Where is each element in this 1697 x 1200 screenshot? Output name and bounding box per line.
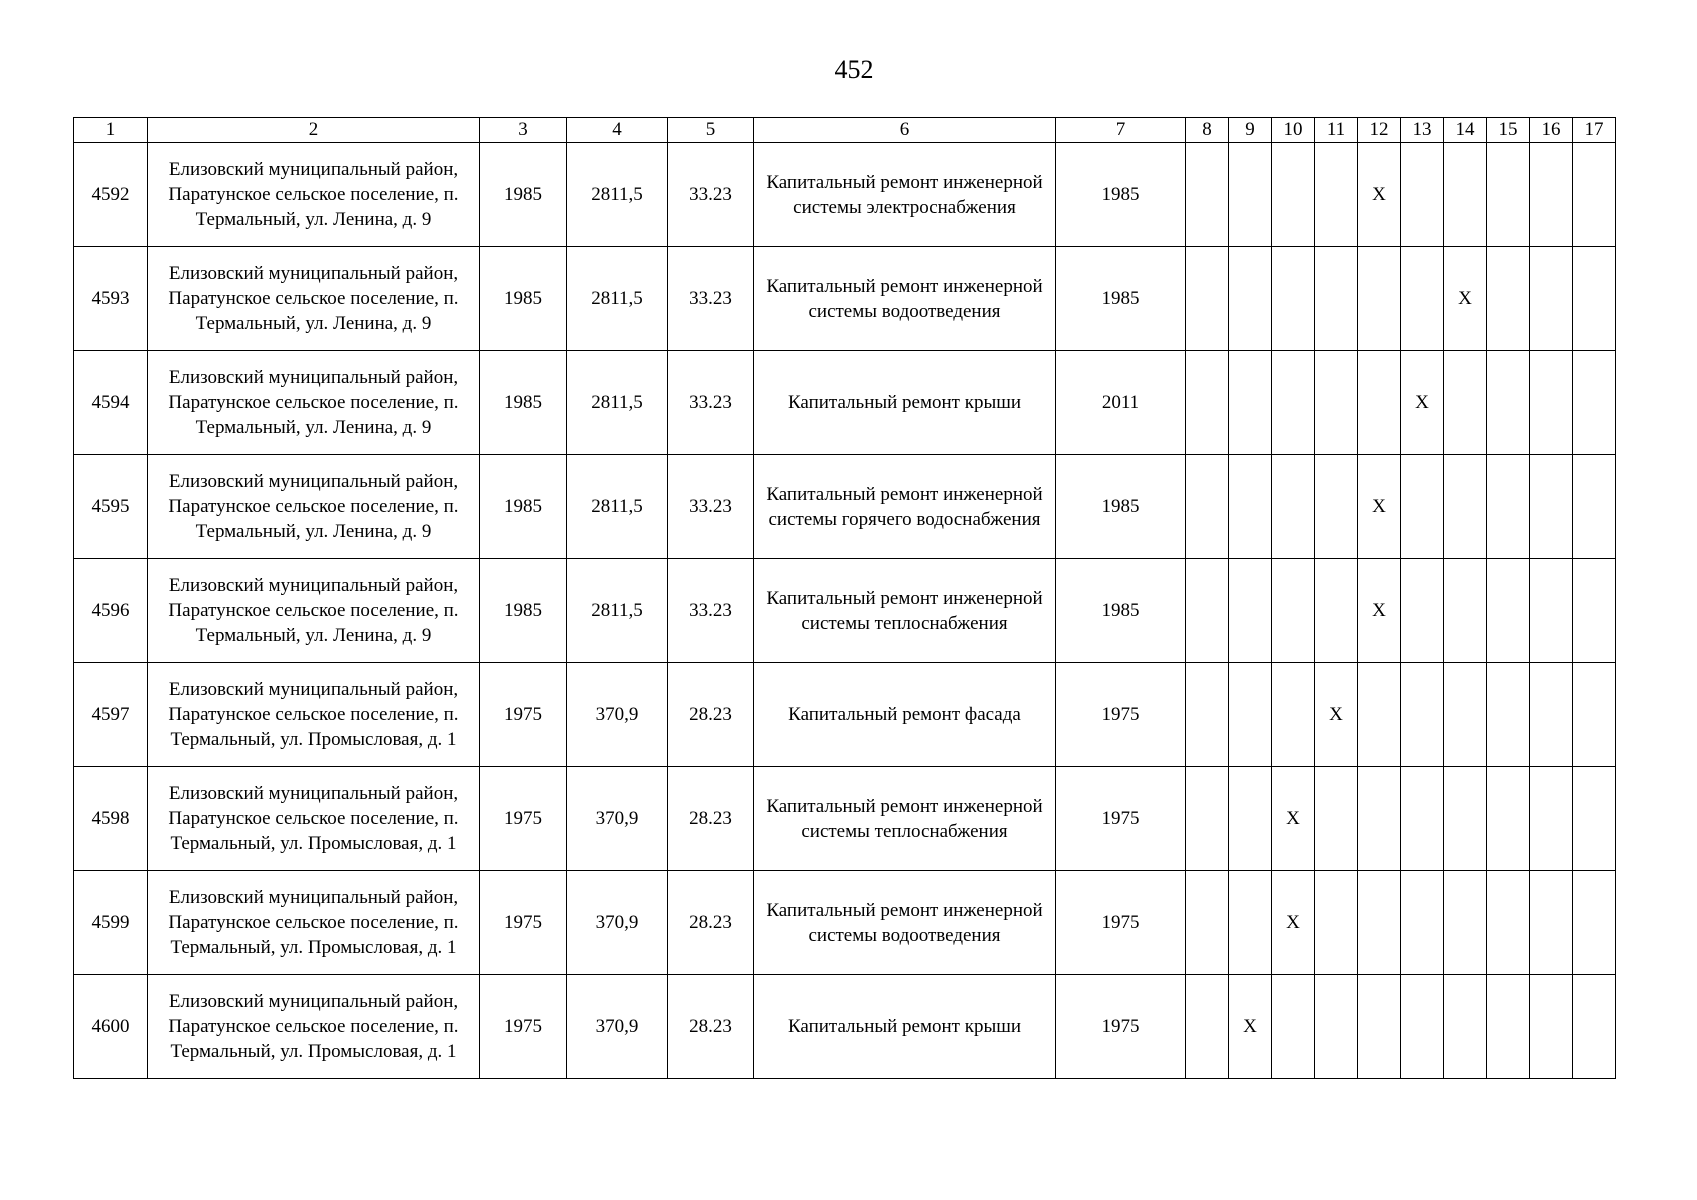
period-cell-17 (1573, 455, 1616, 559)
column-number-cell: 6 (754, 118, 1056, 143)
year-built-cell: 1985 (480, 247, 567, 351)
year-built-cell: 1975 (480, 871, 567, 975)
period-cell-16 (1530, 247, 1573, 351)
year-built-cell: 1985 (480, 455, 567, 559)
row-number-cell: 4598 (74, 767, 148, 871)
last-repair-year-cell: 1985 (1056, 559, 1186, 663)
period-cell-15 (1487, 143, 1530, 247)
period-cell-17 (1573, 767, 1616, 871)
column-number-cell: 17 (1573, 118, 1616, 143)
period-cell-9 (1229, 143, 1272, 247)
last-repair-year-cell: 1975 (1056, 663, 1186, 767)
period-cell-14 (1444, 871, 1487, 975)
period-cell-12 (1358, 247, 1401, 351)
period-cell-10 (1272, 559, 1315, 663)
period-cell-16 (1530, 767, 1573, 871)
table-row (74, 767, 1616, 871)
address-cell: Елизовский муниципальный район, Паратунское сельское поселение, п. Термальный, ул. Промысловая, д. 1 (148, 663, 480, 767)
work-type-cell: Капитальный ремонт крыши (754, 975, 1056, 1079)
period-cell-9 (1229, 663, 1272, 767)
period-cell-16 (1530, 663, 1573, 767)
period-cell-8 (1186, 871, 1229, 975)
code-cell: 28.23 (668, 767, 754, 871)
period-cell-15 (1487, 663, 1530, 767)
address-cell: Елизовский муниципальный район, Паратунское сельское поселение, п. Термальный, ул. Ленина, д. 9 (148, 351, 480, 455)
area-cell: 2811,5 (567, 143, 668, 247)
period-cell-11 (1315, 247, 1358, 351)
row-number-cell: 4600 (74, 975, 148, 1079)
period-cell-10 (1272, 455, 1315, 559)
work-type-cell: Капитальный ремонт инженерной системы водоотведения (754, 247, 1056, 351)
area-cell: 2811,5 (567, 247, 668, 351)
column-number-cell: 16 (1530, 118, 1573, 143)
code-cell: 28.23 (668, 975, 754, 1079)
code-cell: 33.23 (668, 143, 754, 247)
column-number-cell: 9 (1229, 118, 1272, 143)
period-cell-16 (1530, 455, 1573, 559)
period-cell-15 (1487, 247, 1530, 351)
work-type-cell: Капитальный ремонт фасада (754, 663, 1056, 767)
period-cell-12 (1358, 663, 1401, 767)
period-cell-12 (1358, 351, 1401, 455)
period-cell-11 (1315, 871, 1358, 975)
period-cell-15 (1487, 975, 1530, 1079)
period-cell-8 (1186, 559, 1229, 663)
last-repair-year-cell: 1985 (1056, 247, 1186, 351)
period-cell-8 (1186, 247, 1229, 351)
period-cell-17 (1573, 351, 1616, 455)
row-number-cell: 4592 (74, 143, 148, 247)
year-built-cell: 1985 (480, 351, 567, 455)
address-cell: Елизовский муниципальный район, Паратунское сельское поселение, п. Термальный, ул. Ленина, д. 9 (148, 559, 480, 663)
work-type-cell: Капитальный ремонт крыши (754, 351, 1056, 455)
table-row (74, 143, 1616, 247)
period-cell-9 (1229, 767, 1272, 871)
table-row (74, 663, 1616, 767)
period-cell-11 (1315, 143, 1358, 247)
area-cell: 370,9 (567, 975, 668, 1079)
period-cell-13 (1401, 455, 1444, 559)
period-cell-8 (1186, 975, 1229, 1079)
period-cell-14 (1444, 663, 1487, 767)
period-cell-10 (1272, 247, 1315, 351)
column-number-cell: 8 (1186, 118, 1229, 143)
column-number-cell: 10 (1272, 118, 1315, 143)
period-cell-17 (1573, 663, 1616, 767)
address-cell: Елизовский муниципальный район, Паратунское сельское поселение, п. Термальный, ул. Промысловая, д. 1 (148, 767, 480, 871)
period-cell-17 (1573, 559, 1616, 663)
code-cell: 28.23 (668, 871, 754, 975)
period-cell-14 (1444, 767, 1487, 871)
period-cell-10 (1272, 975, 1315, 1079)
period-cell-11 (1315, 975, 1358, 1079)
period-cell-9 (1229, 247, 1272, 351)
year-built-cell: 1975 (480, 767, 567, 871)
period-cell-13 (1401, 767, 1444, 871)
period-cell-11 (1315, 351, 1358, 455)
row-number-cell: 4596 (74, 559, 148, 663)
area-cell: 2811,5 (567, 455, 668, 559)
code-cell: 33.23 (668, 351, 754, 455)
table-body (74, 118, 1616, 1079)
period-cell-9 (1229, 871, 1272, 975)
year-built-cell: 1975 (480, 663, 567, 767)
last-repair-year-cell: 1975 (1056, 767, 1186, 871)
period-cell-15 (1487, 455, 1530, 559)
last-repair-year-cell: 1975 (1056, 975, 1186, 1079)
period-cell-8 (1186, 767, 1229, 871)
address-cell: Елизовский муниципальный район, Паратунское сельское поселение, п. Термальный, ул. Ленина, д. 9 (148, 143, 480, 247)
period-cell-15 (1487, 559, 1530, 663)
period-mark: X (1315, 663, 1358, 767)
row-number-cell: 4595 (74, 455, 148, 559)
area-cell: 370,9 (567, 663, 668, 767)
period-cell-12 (1358, 871, 1401, 975)
period-cell-16 (1530, 559, 1573, 663)
period-mark: X (1358, 143, 1401, 247)
period-cell-10 (1272, 351, 1315, 455)
period-cell-16 (1530, 351, 1573, 455)
area-cell: 2811,5 (567, 559, 668, 663)
period-cell-8 (1186, 351, 1229, 455)
table-row (74, 871, 1616, 975)
column-number-cell: 15 (1487, 118, 1530, 143)
period-cell-16 (1530, 143, 1573, 247)
period-mark: X (1401, 351, 1444, 455)
period-cell-13 (1401, 663, 1444, 767)
period-cell-10 (1272, 663, 1315, 767)
period-cell-11 (1315, 559, 1358, 663)
row-number-cell: 4597 (74, 663, 148, 767)
page-number: 452 (834, 55, 874, 84)
period-cell-12 (1358, 975, 1401, 1079)
period-cell-8 (1186, 663, 1229, 767)
period-cell-13 (1401, 559, 1444, 663)
work-type-cell: Капитальный ремонт инженерной системы водоотведения (754, 871, 1056, 975)
period-cell-8 (1186, 143, 1229, 247)
period-cell-14 (1444, 351, 1487, 455)
row-number-cell: 4599 (74, 871, 148, 975)
period-cell-15 (1487, 767, 1530, 871)
period-cell-9 (1229, 455, 1272, 559)
area-cell: 370,9 (567, 871, 668, 975)
period-cell-14 (1444, 975, 1487, 1079)
column-number-cell: 12 (1358, 118, 1401, 143)
column-number-cell: 3 (480, 118, 567, 143)
column-number-cell: 5 (668, 118, 754, 143)
code-cell: 28.23 (668, 663, 754, 767)
table-row (74, 247, 1616, 351)
column-number-cell: 2 (148, 118, 480, 143)
period-cell-11 (1315, 455, 1358, 559)
table-row (74, 351, 1616, 455)
period-mark: X (1358, 455, 1401, 559)
column-number-cell: 14 (1444, 118, 1487, 143)
work-type-cell: Капитальный ремонт инженерной системы теплоснабжения (754, 767, 1056, 871)
period-mark: X (1444, 247, 1487, 351)
period-cell-13 (1401, 975, 1444, 1079)
year-built-cell: 1975 (480, 975, 567, 1079)
work-type-cell: Капитальный ремонт инженерной системы горячего водоснабжения (754, 455, 1056, 559)
period-cell-15 (1487, 351, 1530, 455)
column-number-cell: 11 (1315, 118, 1358, 143)
period-mark: X (1229, 975, 1272, 1079)
period-cell-17 (1573, 975, 1616, 1079)
column-number-row (74, 118, 1616, 143)
last-repair-year-cell: 1985 (1056, 455, 1186, 559)
period-cell-11 (1315, 767, 1358, 871)
period-cell-12 (1358, 767, 1401, 871)
period-cell-15 (1487, 871, 1530, 975)
address-cell: Елизовский муниципальный район, Паратунское сельское поселение, п. Термальный, ул. Ленина, д. 9 (148, 247, 480, 351)
table-row (74, 975, 1616, 1079)
year-built-cell: 1985 (480, 559, 567, 663)
column-number-cell: 7 (1056, 118, 1186, 143)
period-cell-9 (1229, 559, 1272, 663)
period-cell-16 (1530, 871, 1573, 975)
address-cell: Елизовский муниципальный район, Паратунское сельское поселение, п. Термальный, ул. Промысловая, д. 1 (148, 871, 480, 975)
period-cell-16 (1530, 975, 1573, 1079)
period-cell-9 (1229, 351, 1272, 455)
row-number-cell: 4594 (74, 351, 148, 455)
row-number-cell: 4593 (74, 247, 148, 351)
last-repair-year-cell: 1985 (1056, 143, 1186, 247)
area-cell: 370,9 (567, 767, 668, 871)
code-cell: 33.23 (668, 559, 754, 663)
period-cell-17 (1573, 247, 1616, 351)
period-cell-17 (1573, 143, 1616, 247)
period-mark: X (1358, 559, 1401, 663)
column-number-cell: 13 (1401, 118, 1444, 143)
period-cell-10 (1272, 143, 1315, 247)
table-row (74, 559, 1616, 663)
period-cell-14 (1444, 455, 1487, 559)
work-type-cell: Капитальный ремонт инженерной системы теплоснабжения (754, 559, 1056, 663)
code-cell: 33.23 (668, 247, 754, 351)
period-mark: X (1272, 767, 1315, 871)
column-number-cell: 4 (567, 118, 668, 143)
address-cell: Елизовский муниципальный район, Паратунское сельское поселение, п. Термальный, ул. Ленина, д. 9 (148, 455, 480, 559)
period-cell-13 (1401, 871, 1444, 975)
period-mark: X (1272, 871, 1315, 975)
repair-schedule-table (73, 117, 1616, 1079)
period-cell-14 (1444, 143, 1487, 247)
code-cell: 33.23 (668, 455, 754, 559)
period-cell-13 (1401, 143, 1444, 247)
last-repair-year-cell: 2011 (1056, 351, 1186, 455)
period-cell-13 (1401, 247, 1444, 351)
table-row (74, 455, 1616, 559)
address-cell: Елизовский муниципальный район, Паратунское сельское поселение, п. Термальный, ул. Промысловая, д. 1 (148, 975, 480, 1079)
column-number-cell: 1 (74, 118, 148, 143)
work-type-cell: Капитальный ремонт инженерной системы электроснабжения (754, 143, 1056, 247)
period-cell-8 (1186, 455, 1229, 559)
period-cell-17 (1573, 871, 1616, 975)
area-cell: 2811,5 (567, 351, 668, 455)
last-repair-year-cell: 1975 (1056, 871, 1186, 975)
period-cell-14 (1444, 559, 1487, 663)
year-built-cell: 1985 (480, 143, 567, 247)
